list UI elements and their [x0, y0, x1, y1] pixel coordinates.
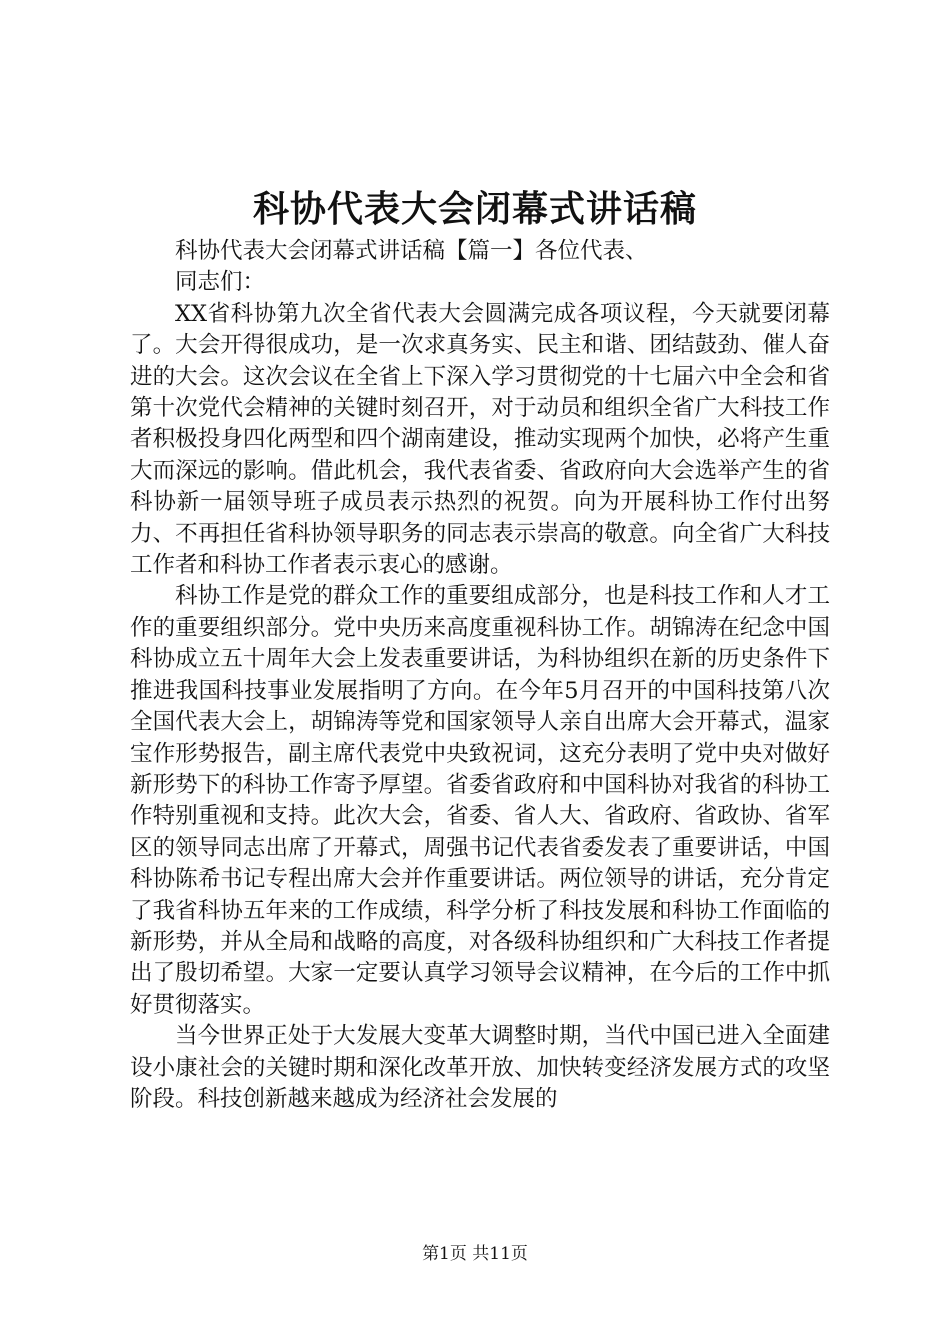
- document-body: [130, 236, 830, 1115]
- paragraph: 当今世界正处于大发展大变革大调整时期，当代中国已进入全面建设小康社会的关键时期和深化改革开放、加快转变经济发展方式的攻坚阶段。科技创新越来越成为经济社会发展的: [130, 1023, 830, 1112]
- salutation-line: 同志们：: [175, 269, 266, 296]
- paragraph: 科协工作是党的群众工作的重要组成部分，也是科技工作和人才工作的重要组织部分。党中央历来高度重视科协工作。胡锦涛在纪念中国科协成立五十周年大会上发表重要讲话，为科协组织在新的历史条件下推进我国科技事业发展指明了方向。在今年5月召开的中国科技第八次全国代表大会上，胡锦涛等党和国家领导人亲自出席大会开幕式，温家宝作形势报告，副主席代表党中央致祝词，这充分表明了党中央对做好新形势下的科协工作寄予厚望。省委省政府和中国科协对我省的科协工作特别重视和支持。此次大会，省委、省人大、省政府、省政协、省军区的领导同志出席了开幕式，周强书记代表省委发表了重要讲话，中国科协陈希书记专程出席大会并作重要讲话。两位领导的讲话，充分肯定了我省科协五年来的工作成绩，科学分析了科技发展和科协工作面临的新形势，并从全局和战略的高度，对各级科协组织和广大科技工作者提出了殷切希望。大家一定要认真学习领导会议精神，在今后的工作中抓好贯彻落实。: [130, 583, 830, 1018]
- document-title: 科协代表大会闭幕式讲话稿: [252, 188, 697, 230]
- paragraph: XX省科协第九次全省代表大会圆满完成各项议程，今天就要闭幕了。大会开得很成功，是一次求真务实、民主和谐、团结鼓劲、催人奋进的大会。这次会议在全省上下深入学习贯彻党的十七届六中全会和省第十次党代会精神的关键时刻召开，对于动员和组织全省广大科技工作者积极投身四化两型和四个湖南建设，推动实现两个加快，必将产生重大而深远的影响。借此机会，我代表省委、省政府向大会选举产生的省科协新一届领导班子成员表示热烈的祝贺。向为开展科协工作付出努力、不再担任省科协领导职务的同志表示崇高的敬意。向全省广大科技工作者和科协工作者表示衷心的感谢。: [130, 300, 830, 579]
- subtitle-line: 科协代表大会闭幕式讲话稿【篇一】各位代表、: [175, 238, 648, 264]
- page-number-footer: 第1页 共11页: [422, 1244, 528, 1264]
